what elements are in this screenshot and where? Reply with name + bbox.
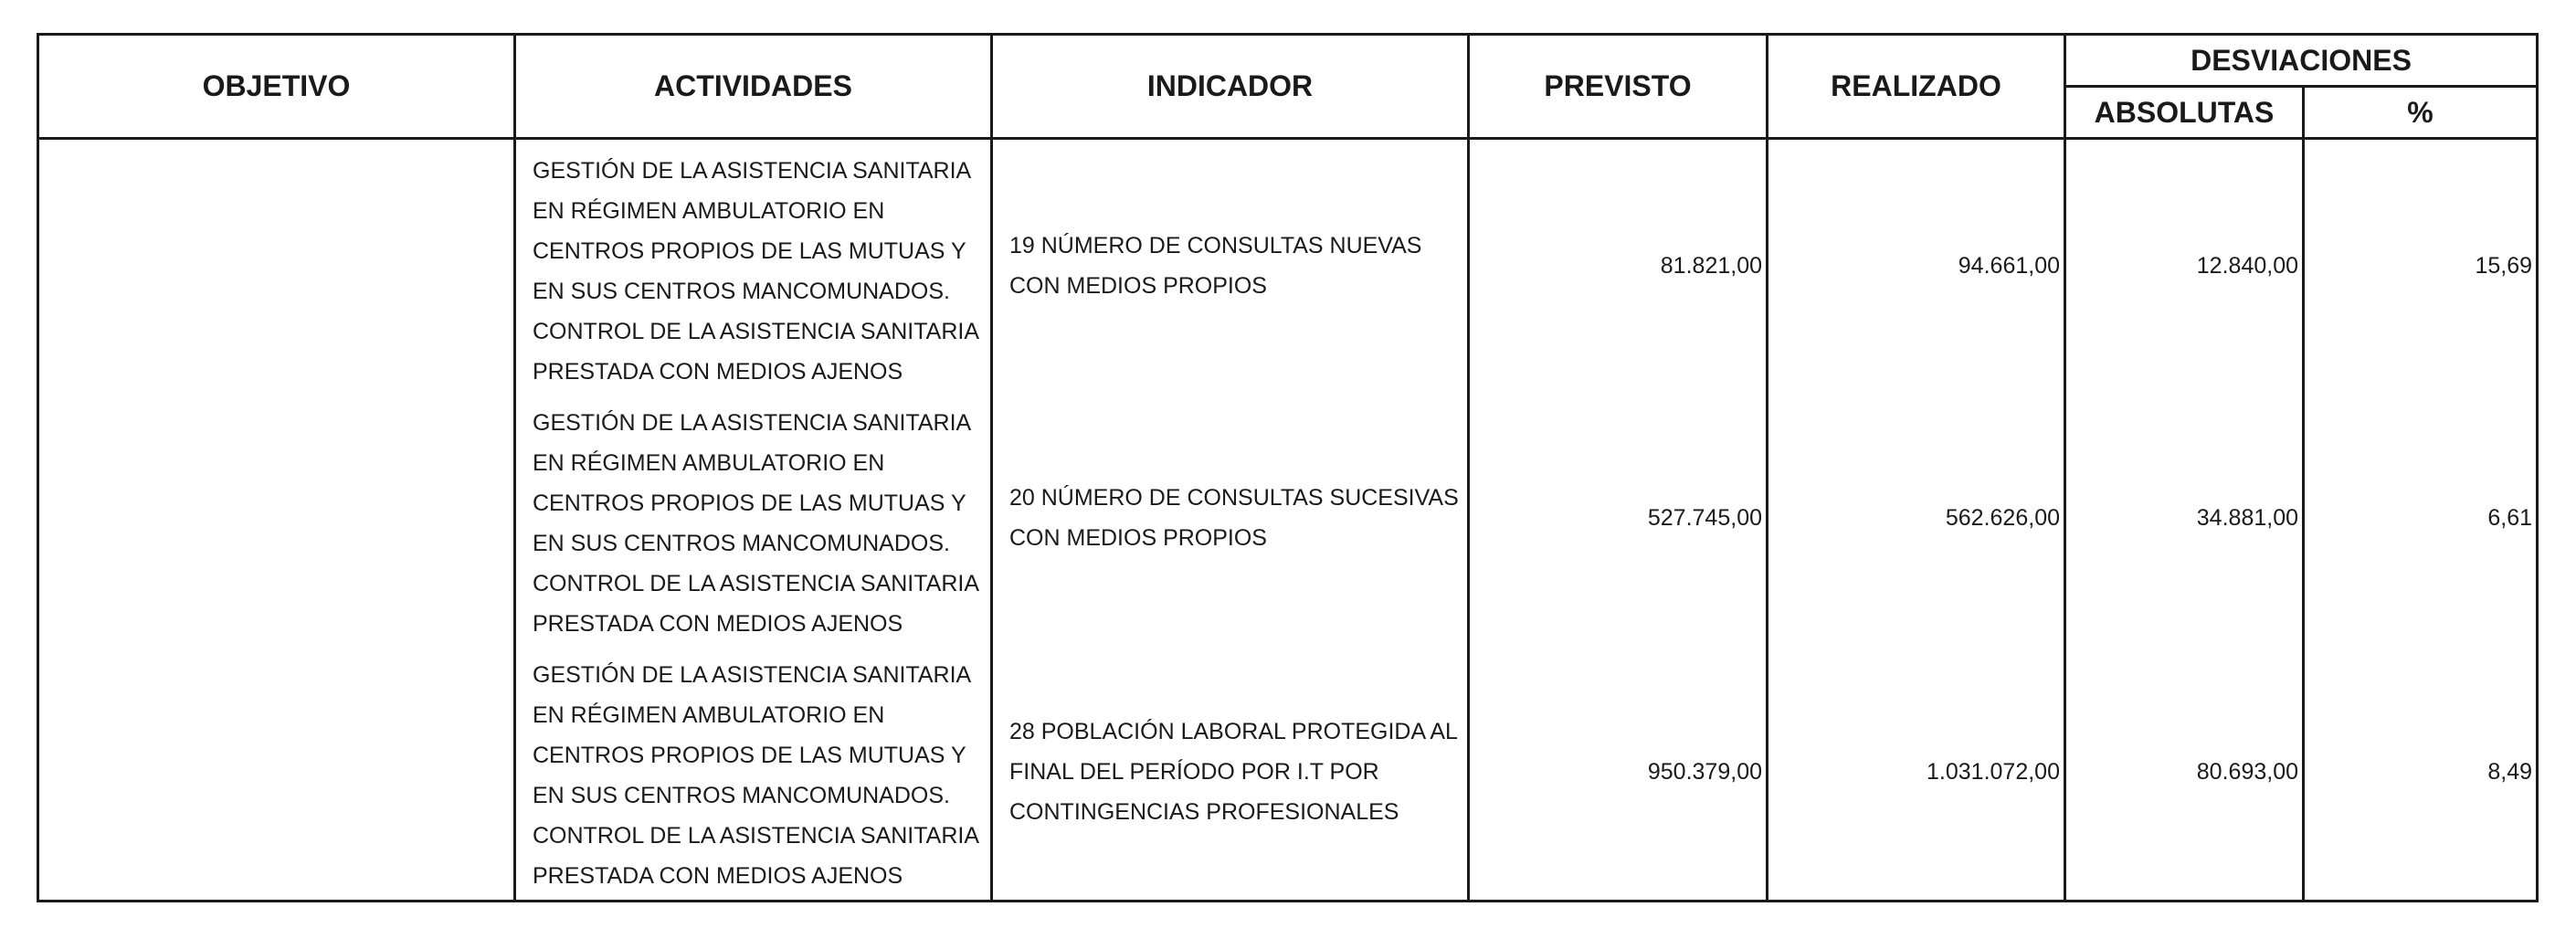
cell-porcentaje: 8,49 xyxy=(2304,644,2538,902)
cell-actividades xyxy=(515,139,992,393)
header-desviaciones: DESVIACIONES xyxy=(2065,35,2538,87)
actividades-line: GESTIÓN DE LA ASISTENCIA SANITARIA xyxy=(533,662,972,688)
actividades-line: EN RÉGIMEN AMBULATORIO EN xyxy=(533,702,885,728)
header-previsto: PREVISTO xyxy=(1469,35,1768,139)
indicador-line: CON MEDIOS PROPIOS xyxy=(1009,273,1267,299)
header-porcentaje: % xyxy=(2304,87,2538,139)
cell-indicador xyxy=(992,392,1469,644)
header-actividades: ACTIVIDADES xyxy=(515,35,992,139)
cell-previsto: 950.379,00 xyxy=(1469,644,1768,902)
indicador-line: CONTINGENCIAS PROFESIONALES xyxy=(1009,799,1399,825)
indicador-line: FINAL DEL PERÍODO POR I.T POR xyxy=(1009,759,1379,785)
table-row xyxy=(38,392,2538,644)
actividades-line: GESTIÓN DE LA ASISTENCIA SANITARIA xyxy=(533,410,972,436)
cell-porcentaje: 15,69 xyxy=(2304,139,2538,393)
cell-porcentaje: 6,61 xyxy=(2304,392,2538,644)
actividades-line: EN RÉGIMEN AMBULATORIO EN xyxy=(533,198,885,224)
actividades-line: CONTROL DE LA ASISTENCIA SANITARIA xyxy=(533,571,980,596)
header-realizado: REALIZADO xyxy=(1768,35,2065,139)
actividades-line: CONTROL DE LA ASISTENCIA SANITARIA xyxy=(533,319,980,344)
cell-objetivo xyxy=(38,644,515,902)
cell-absolutas: 80.693,00 xyxy=(2065,644,2304,902)
cell-previsto: 81.821,00 xyxy=(1469,139,1768,393)
actividades-line: PRESTADA CON MEDIOS AJENOS xyxy=(533,611,903,637)
indicador-line: CON MEDIOS PROPIOS xyxy=(1009,525,1267,551)
cell-realizado: 562.626,00 xyxy=(1768,392,2065,644)
actividades-line: PRESTADA CON MEDIOS AJENOS xyxy=(533,359,903,385)
actividades-line: CONTROL DE LA ASISTENCIA SANITARIA xyxy=(533,823,980,849)
cell-indicador xyxy=(992,139,1469,393)
cell-indicador xyxy=(992,644,1469,902)
actividades-line: GESTIÓN DE LA ASISTENCIA SANITARIA xyxy=(533,158,972,184)
header-objetivo: OBJETIVO xyxy=(38,35,515,139)
table-body xyxy=(38,139,2538,902)
actividades-line: EN SUS CENTROS MANCOMUNADOS. xyxy=(533,531,950,556)
actividades-line: CENTROS PROPIOS DE LAS MUTUAS Y xyxy=(533,238,966,264)
indicador-line: 28 POBLACIÓN LABORAL PROTEGIDA AL xyxy=(1009,719,1458,744)
actividades-line: PRESTADA CON MEDIOS AJENOS xyxy=(533,863,903,889)
table-row xyxy=(38,644,2538,902)
table-header xyxy=(38,35,2538,139)
header-absolutas: ABSOLUTAS xyxy=(2065,87,2304,139)
indicador-line: 19 NÚMERO DE CONSULTAS NUEVAS xyxy=(1009,233,1422,258)
header-indicador: INDICADOR xyxy=(992,35,1469,139)
cell-objetivo xyxy=(38,392,515,644)
actividades-line: EN SUS CENTROS MANCOMUNADOS. xyxy=(533,279,950,304)
actividades-line: EN RÉGIMEN AMBULATORIO EN xyxy=(533,450,885,476)
actividades-line: CENTROS PROPIOS DE LAS MUTUAS Y xyxy=(533,743,966,768)
actividades-line: CENTROS PROPIOS DE LAS MUTUAS Y xyxy=(533,490,966,516)
table-row xyxy=(38,139,2538,393)
actividades-line: EN SUS CENTROS MANCOMUNADOS. xyxy=(533,783,950,808)
cell-absolutas: 12.840,00 xyxy=(2065,139,2304,393)
cell-actividades xyxy=(515,392,992,644)
cell-realizado: 1.031.072,00 xyxy=(1768,644,2065,902)
cell-previsto: 527.745,00 xyxy=(1469,392,1768,644)
indicators-table xyxy=(37,33,2539,902)
cell-actividades xyxy=(515,644,992,902)
indicador-line: 20 NÚMERO DE CONSULTAS SUCESIVAS xyxy=(1009,485,1459,511)
cell-absolutas: 34.881,00 xyxy=(2065,392,2304,644)
cell-realizado: 94.661,00 xyxy=(1768,139,2065,393)
cell-objetivo xyxy=(38,139,515,393)
